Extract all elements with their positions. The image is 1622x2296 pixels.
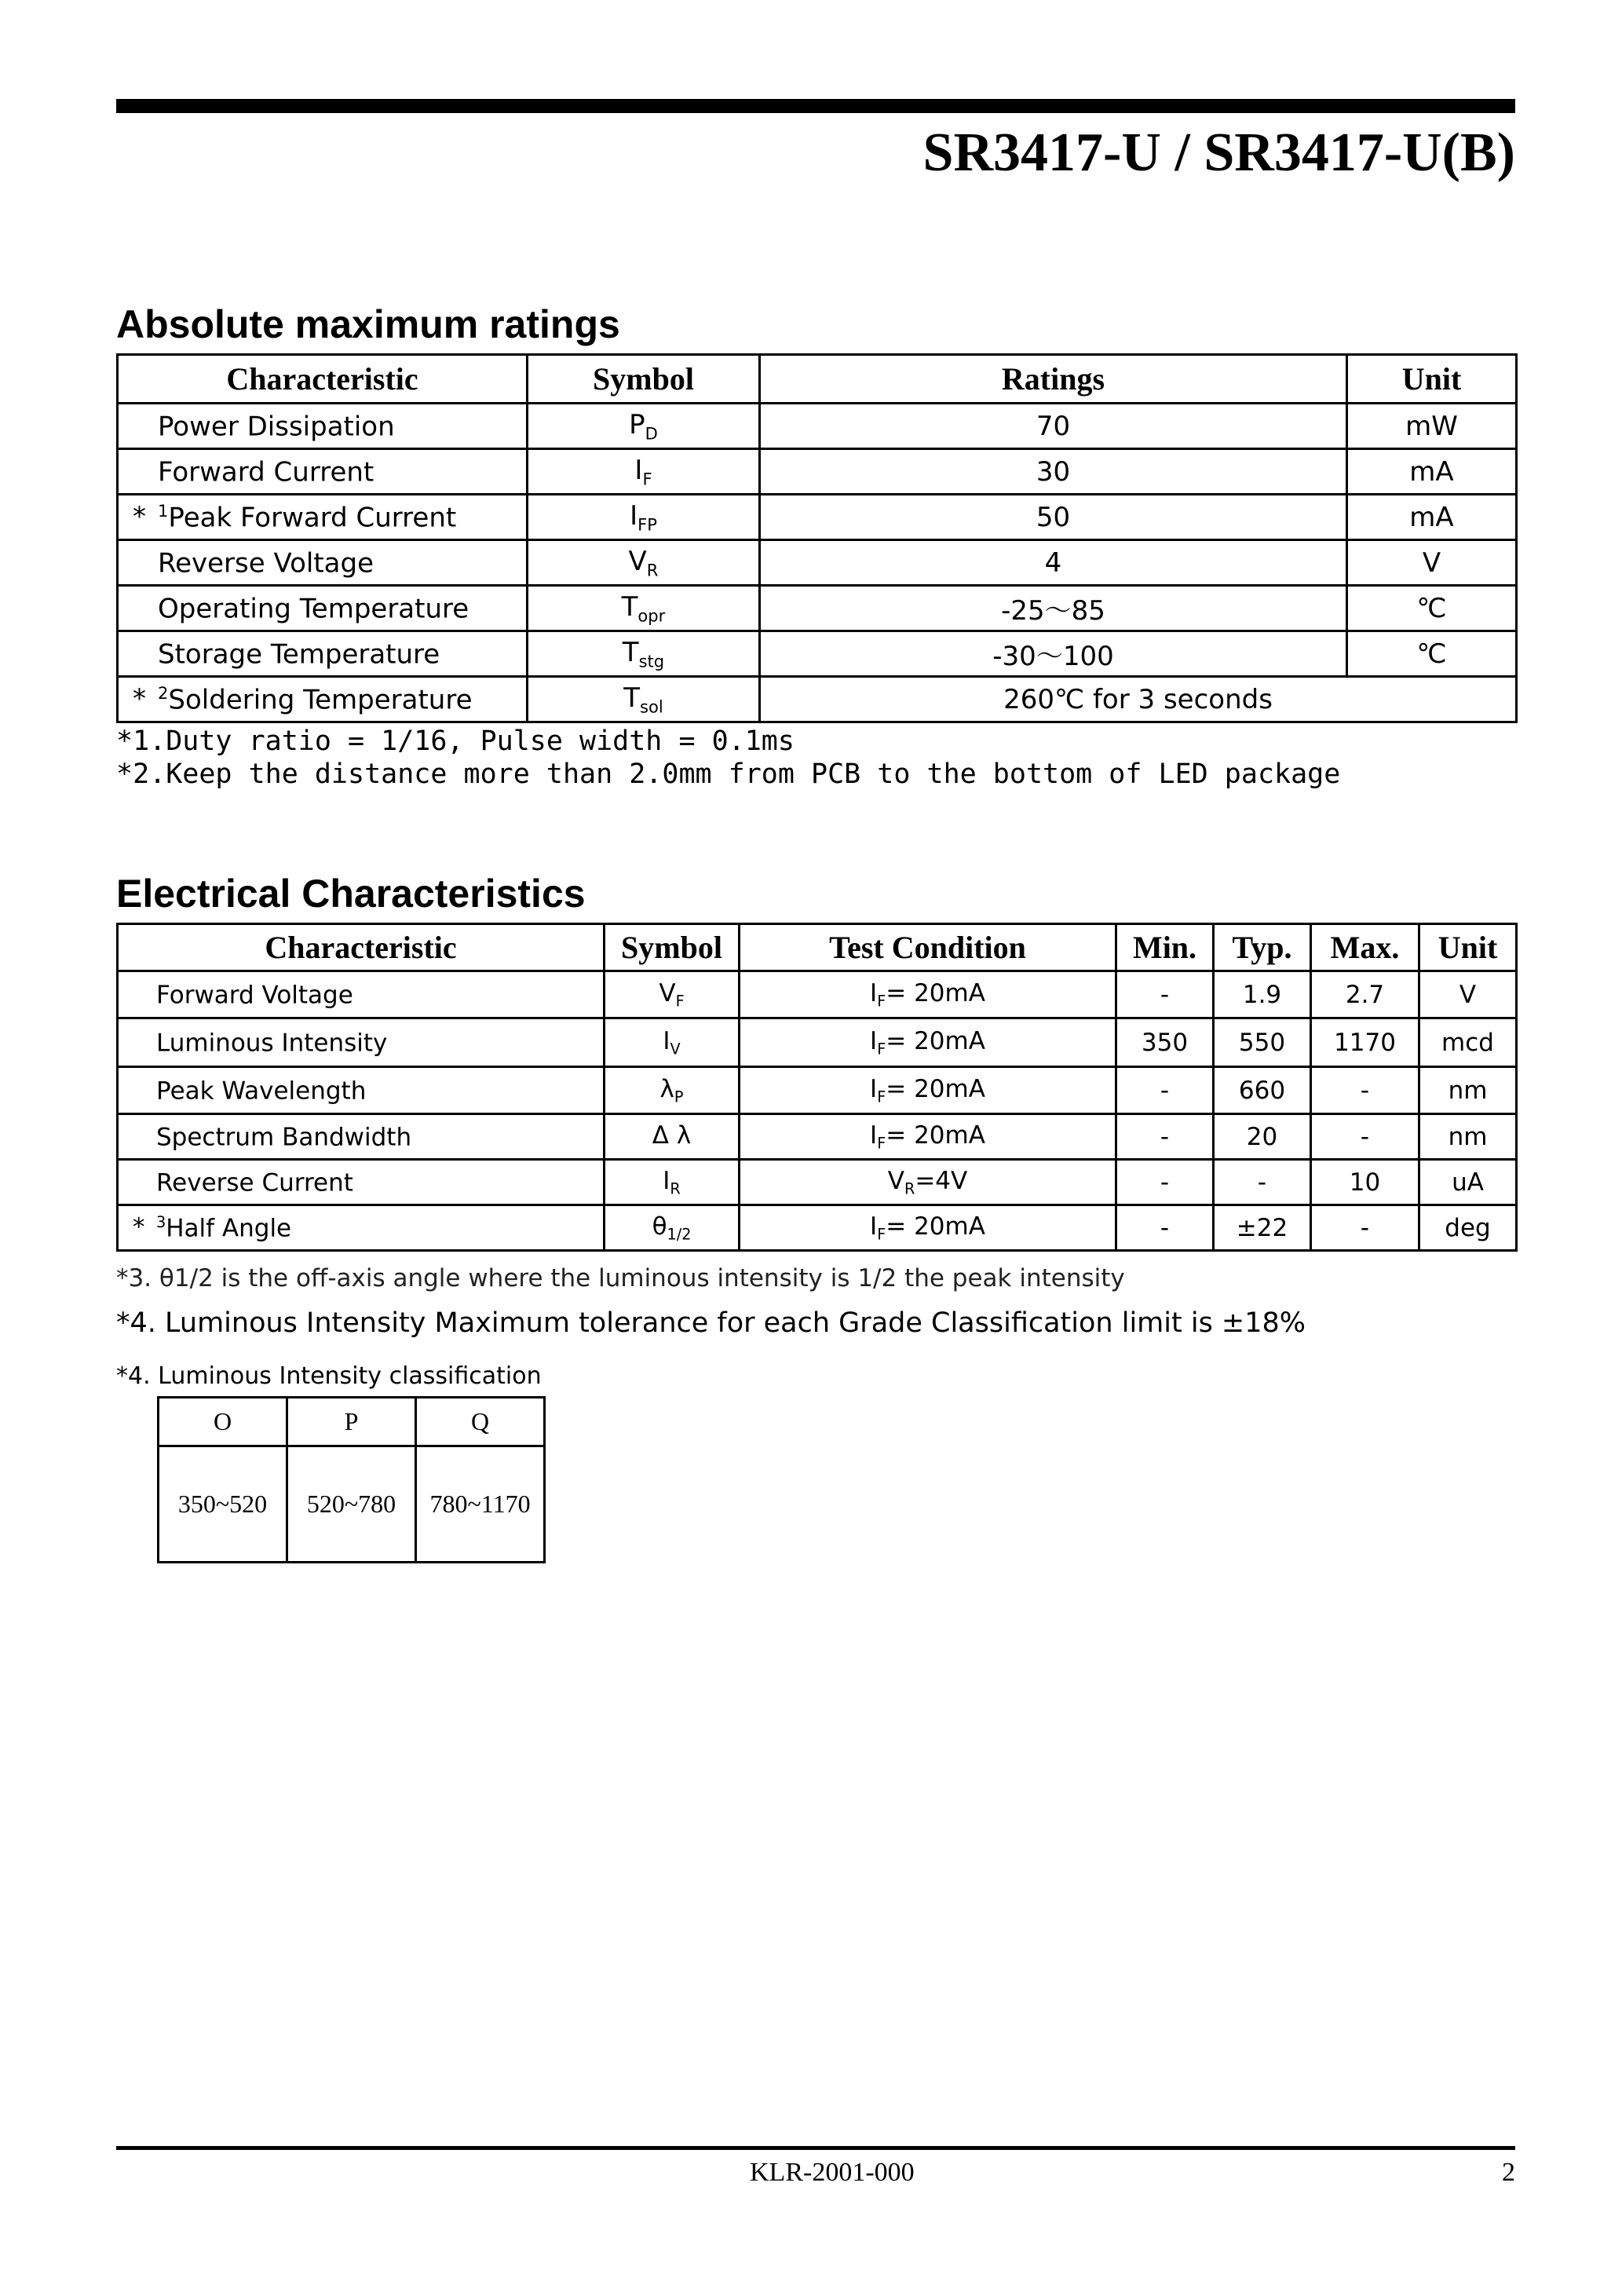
symbol-cell: $I_{FP}$ (528, 495, 760, 540)
min-cell: - (1116, 1114, 1214, 1160)
table-row (118, 1067, 1517, 1114)
grade-header: Q (416, 1398, 545, 1446)
column-header: Unit (1419, 924, 1517, 971)
absolute-max-table (116, 353, 1518, 723)
unit-cell: mcd (1419, 1018, 1517, 1067)
max-cell: 10 (1311, 1160, 1419, 1205)
characteristic-cell: * $^1$Peak Forward Current (118, 495, 528, 540)
table-row (118, 971, 1517, 1018)
table-header-row (159, 1398, 545, 1446)
column-header: Unit (1347, 355, 1517, 404)
typ-cell: 1.9 (1214, 971, 1311, 1018)
characteristic-cell: * $^2$Soldering Temperature (118, 677, 528, 722)
page-number: 2 (1502, 2158, 1515, 2187)
footer-rule (116, 2146, 1515, 2150)
rating-cell: 4 (760, 540, 1347, 586)
rating-cell: 260℃ for 3 seconds (760, 677, 1517, 722)
symbol-cell: $T_{sol}$ (528, 677, 760, 722)
characteristic-cell: Forward Voltage (118, 971, 605, 1018)
footnote-tolerance: *4. Luminous Intensity Maximum tolerance for each Grade Classification limit is ±18% (116, 1307, 1306, 1339)
header-rule (116, 99, 1515, 113)
table-row (118, 1205, 1517, 1251)
symbol-cell: $\lambda_P$ (605, 1067, 740, 1114)
condition-cell: $I_F= 20mA$ (740, 971, 1116, 1018)
unit-cell: uA (1419, 1160, 1517, 1205)
rating-cell: -25～85 (760, 586, 1347, 631)
symbol-cell: $T_{opr}$ (528, 586, 760, 631)
rating-cell: -30～100 (760, 631, 1347, 677)
typ-cell: 550 (1214, 1018, 1311, 1067)
table-row (118, 495, 1517, 540)
column-header: Test Condition (740, 924, 1116, 971)
characteristic-cell: Spectrum Bandwidth (118, 1114, 605, 1160)
max-cell: - (1311, 1067, 1419, 1114)
min-cell: - (1116, 1067, 1214, 1114)
unit-cell: nm (1419, 1114, 1517, 1160)
column-header: Characteristic (118, 355, 528, 404)
unit-cell: V (1347, 540, 1517, 586)
symbol-cell: $V_F$ (605, 971, 740, 1018)
table-row (118, 1160, 1517, 1205)
characteristic-cell: Reverse Current (118, 1160, 605, 1205)
table-row (118, 404, 1517, 449)
table-row (118, 631, 1517, 677)
unit-cell: mA (1347, 449, 1517, 495)
table-row (118, 449, 1517, 495)
characteristic-cell: Operating Temperature (118, 586, 528, 631)
footnote-duty-ratio: *1.Duty ratio = 1/16, Pulse width = 0.1ms (116, 726, 795, 757)
min-cell: - (1116, 971, 1214, 1018)
symbol-cell: $\theta_{1/2}$ (605, 1205, 740, 1251)
grade-header: O (159, 1398, 287, 1446)
table-row (118, 540, 1517, 586)
document-code: KLR-2001-000 (750, 2158, 915, 2187)
symbol-cell: $V_R$ (528, 540, 760, 586)
column-header: Min. (1116, 924, 1214, 971)
column-header: Max. (1311, 924, 1419, 971)
section-title-electrical: Electrical Characteristics (116, 872, 586, 916)
page-title: SR3417-U / SR3417-U(B) (922, 122, 1515, 183)
max-cell: 2.7 (1311, 971, 1419, 1018)
min-cell: - (1116, 1160, 1214, 1205)
section-title-absolute-max: Absolute maximum ratings (116, 302, 620, 346)
typ-cell: ±22 (1214, 1205, 1311, 1251)
rating-cell: 50 (760, 495, 1347, 540)
symbol-cell: $P_D$ (528, 404, 760, 449)
unit-cell: ℃ (1347, 631, 1517, 677)
characteristic-cell: * $^3$Half Angle (118, 1205, 605, 1251)
unit-cell: mA (1347, 495, 1517, 540)
footnote-half-angle: *3. θ1/2 is the off-axis angle where the luminous intensity is 1/2 the peak intensity (116, 1264, 1125, 1292)
characteristic-cell: Peak Wavelength (118, 1067, 605, 1114)
rating-cell: 70 (760, 404, 1347, 449)
table-row (118, 1018, 1517, 1067)
unit-cell: mW (1347, 404, 1517, 449)
unit-cell: deg (1419, 1205, 1517, 1251)
column-header: Symbol (605, 924, 740, 971)
footnote-pcb-distance: *2.Keep the distance more than 2.0mm from PCB to the bottom of LED package (116, 759, 1341, 790)
range-cell: 520~780 (287, 1446, 416, 1563)
characteristic-cell: Storage Temperature (118, 631, 528, 677)
max-cell: 1170 (1311, 1018, 1419, 1067)
grade-header: P (287, 1398, 416, 1446)
electrical-characteristics-table (116, 923, 1518, 1252)
column-header: Characteristic (118, 924, 605, 971)
table-row (159, 1446, 545, 1563)
characteristic-cell: Power Dissipation (118, 404, 528, 449)
table-header-row (118, 355, 1517, 404)
max-cell: - (1311, 1205, 1419, 1251)
condition-cell: $I_F= 20mA$ (740, 1205, 1116, 1251)
min-cell: 350 (1116, 1018, 1214, 1067)
condition-cell: $V_R=4V$ (740, 1160, 1116, 1205)
symbol-cell: $I_R$ (605, 1160, 740, 1205)
symbol-cell: $I_V$ (605, 1018, 740, 1067)
typ-cell: 660 (1214, 1067, 1311, 1114)
characteristic-cell: Forward Current (118, 449, 528, 495)
table-row (118, 1114, 1517, 1160)
typ-cell: 20 (1214, 1114, 1311, 1160)
condition-cell: $I_F= 20mA$ (740, 1114, 1116, 1160)
characteristic-cell: Reverse Voltage (118, 540, 528, 586)
table-header-row (118, 924, 1517, 971)
column-header: Typ. (1214, 924, 1311, 971)
symbol-cell: $T_{stg}$ (528, 631, 760, 677)
column-header: Ratings (760, 355, 1347, 404)
min-cell: - (1116, 1205, 1214, 1251)
characteristic-cell: Luminous Intensity (118, 1018, 605, 1067)
column-header: Symbol (528, 355, 760, 404)
range-cell: 350~520 (159, 1446, 287, 1563)
condition-cell: $I_F= 20mA$ (740, 1067, 1116, 1114)
table-row (118, 677, 1517, 722)
range-cell: 780~1170 (416, 1446, 545, 1563)
condition-cell: $I_F= 20mA$ (740, 1018, 1116, 1067)
typ-cell: - (1214, 1160, 1311, 1205)
max-cell: - (1311, 1114, 1419, 1160)
symbol-cell: $I_F$ (528, 449, 760, 495)
table-row (118, 586, 1517, 631)
unit-cell: nm (1419, 1067, 1517, 1114)
rating-cell: 30 (760, 449, 1347, 495)
unit-cell: ℃ (1347, 586, 1517, 631)
symbol-cell: Δ λ (605, 1114, 740, 1160)
classification-table (157, 1396, 546, 1563)
unit-cell: V (1419, 971, 1517, 1018)
classification-caption: *4. Luminous Intensity classification (116, 1362, 542, 1390)
